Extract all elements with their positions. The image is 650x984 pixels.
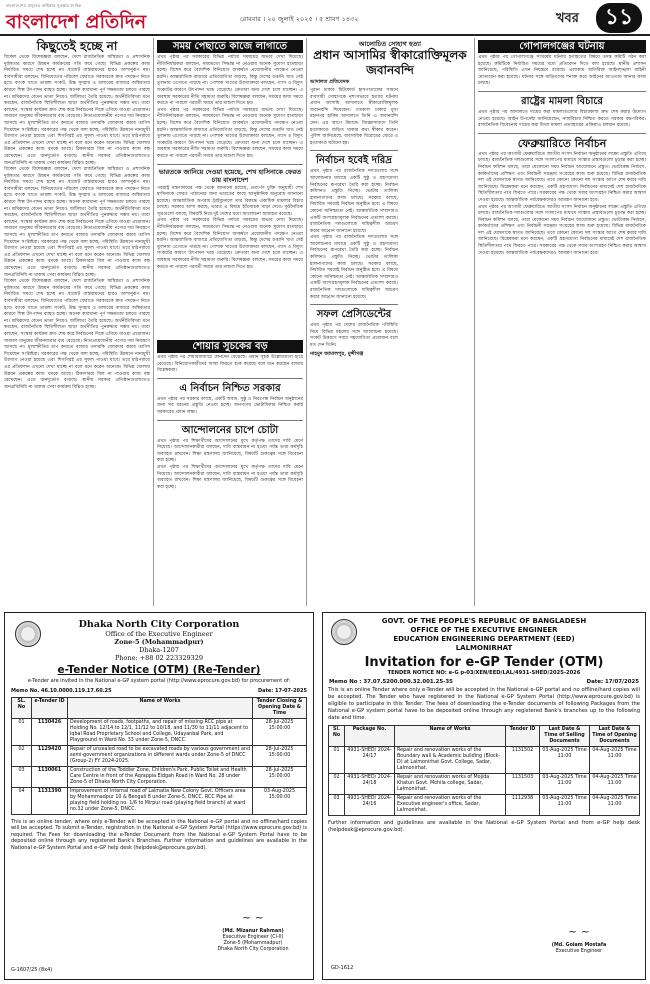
- dncc-tender-table: [11, 697, 307, 815]
- column-rule: [474, 38, 475, 606]
- cell-works: Construction of the Toddler Zone, Children's Park, Public Toilet and Health Care Centre in front of the Aqrappia Eidgah Road in Ward No. 28 under Zone-5 of Dhaka North City Corporation.: [68, 766, 253, 787]
- kicker-sohag: আলোচিত সোহাগ হত্যা: [358, 40, 422, 48]
- signature-scrawl: ~ ~: [568, 925, 590, 938]
- byline-president: নাহমুদ জামালপুর, মুন্সীগঞ্জ: [310, 350, 364, 357]
- page-number-badge: ১১: [596, 3, 642, 33]
- article-body-kichutei-cont: বিকেল থেকে বিশেষজ্ঞরা বলছেন, দেশে রাজনৈতিক অস্থিরতা ও প্রশাসনিক দুর্বলতার কারণে উন্নয়ন কার্যক্রমের গতি কমে গেছে। বিভিন্ন প্রকল্পের কাজ নির্ধারিত সময়ে শেষ হচ্ছে না। বাজেট বাস্তবায়নের হারও আশানুরূপ নয়। ব্যবসায়ীরা বলছেন, বিনিয়োগের পরিবেশ ফেরাতে সরকারকে দ্রুত পদক্ষেপ নিতে হবে। ব্যাংক খাতে তারল্য সংকট, উচ্চ সুদহার ও ডলারের বাজারে অস্থিরতার কারণে শিল্প উৎপাদন ব্যাহত হচ্ছে। অনেক কারখানা পূর্ণ সক্ষমতায় চলতে পারছে না। শ্রমিকদের বেতন ভাতা নিয়েও জটিলতা তৈরি হয়েছে। অর্থনীতিবিদরা মনে করছেন, রাজনৈতিক স্থিতিশীলতা ছাড়া অর্থনীতির পুনরুদ্ধার সম্ভব নয়। তারা বলছেন, সংস্কার কার্যক্রম দ্রুত শেষ করে নির্বাচনের দিকে এগিয়ে যাওয়া প্রয়োজন। সাধারণ মানুষের জীবনযাত্রার ব্যয় বেড়েছে। নিত্যপ্রয়োজনীয় পণ্যের দাম নিয়ন্ত্রণে আসছে না। মূল্যস্ফীতির চাপ কমাতে বাজার তদারকি জোরদার করার তাগিদ দিয়েছেন সংশ্লিষ্টরা। সরকারের পক্ষ থেকে বলা হচ্ছে, পরিস্থিতি উন্নয়নে নানামুখী উদ্যোগ নেওয়া হয়েছে এবং শিগগিরই এর সুফল পাওয়া যাবে। তবে মাঠপর্যায়ে এর প্রতিফলন এখনো দেখা যাচ্ছে না বলে মনে করেন অনেকে। বিভিন্ন জেলায় উন্নয়ন প্রকল্পের কাজ থমকে আছে। ঠিকাদাররা বিল না পাওয়ায় কাজ বন্ধ রেখেছেন। এতে জনদুর্ভোগ বাড়ছে। স্থানীয় সরকার প্রতিষ্ঠানগুলোতেও জনপ্রতিনিধি না থাকায় সেবা কার্যক্রম বিঘ্নিত হচ্ছে।: [4, 167, 150, 278]
- signer-zone: Zone-5 (Mohammadpur): [223, 941, 283, 946]
- signer-title: Executive Engineer: [555, 949, 603, 954]
- cell-sl: 01: [329, 747, 345, 774]
- article-body-hasina-cont: প্রথম পৃষ্ঠার পর সরকারের বিভিন্ন পর্যায়ে সমন্বয়ের অভাব দেখা দিয়েছে। নীতিনির্ধারকরা বলছেন, সময়মতো সিদ্ধান্ত না নেওয়ায় অনেক সুযোগ হাতছাড়া হচ্ছে। বিশেষ করে বৈদেশিক বিনিয়োগ আকর্ষণে প্রয়োজনীয় পদক্ষেপ নেওয়া হয়নি। আন্তর্জাতিক বাজারে প্রতিযোগিতা বাড়ছে, কিন্তু দেশের রপ্তানি খাত সেই তুলনায় এগোতে পারছে না। পোশাক খাতের উদ্যোক্তারা বলছেন, গ্যাস ও বিদ্যুৎ সংকটের কারণে উৎপাদন খরচ বেড়েছে। ক্রেতারা অন্য দেশে চলে যাচ্ছেন। এ অবস্থায় সরকারের নীতি সহায়তা জরুরি। বিশেষজ্ঞরা বলছেন, সময়ের কাজ সময়ে করতে না পারলে পরবর্তী সময়ে তার মাশুল দিতে হয়।: [157, 218, 303, 270]
- article-body-nirbachon: প্রথম পৃষ্ঠার পর রাজনৈতিক দলগুলোর সঙ্গে আলোচনার মাধ্যমে একটি সুষ্ঠু ও গ্রহণযোগ্য নির্বাচনের রূপরেখা তৈরি করা হচ্ছে। নির্বাচন কমিশনও প্রস্তুতি নিচ্ছে। ভোটার তালিকা হালনাগাদের কাজ চলছে। সরকার বলছে, নির্ধারিত সময়েই নির্বাচন অনুষ্ঠিত হবে। এ বিষয়ে কোনো অনিশ্চয়তা নেই। আন্তর্জাতিক সম্প্রদায়ও একটি অংশগ্রহণমূলক নির্বাচনের প্রত্যাশা করছে। রাজনৈতিক দলগুলোকে দায়িত্বশীল আচরণ করার আহ্বান জানানো হয়েছে।: [310, 169, 398, 234]
- article-body-andolon-cont: প্রথম পৃষ্ঠার পর শিক্ষার্থীদের আন্দোলনের মুখে কর্তৃপক্ষ তাদের দাবি মেনে নিয়েছে। আন্দোলনকারীরা বলছেন, দাবি বাস্তবায়ন না হওয়া পর্যন্ত তারা কর্মসূচি অব্যাহত রাখবেন। শিক্ষা মন্ত্রণালয় জানিয়েছে, বিষয়টি গুরুত্বের সঙ্গে বিবেচনা করা হচ্ছে।: [157, 464, 303, 490]
- divider: [157, 378, 303, 379]
- article-body-share: প্রথম পৃষ্ঠার পর শেয়ারবাজারে লেনদেন বেড়েছে। প্রধান সূচক উল্লেখযোগ্য হারে বেড়েছে। বিনিয়োগকারীদের আস্থা ফিরতে শুরু করেছে বলে মনে করছেন বাজার বিশ্লেষকরা।: [157, 355, 303, 374]
- cell-sl: 01: [12, 718, 32, 745]
- tender-notice-dncc: [4, 612, 314, 980]
- col-header-selling: Last Date & Time of Selling Documents: [540, 726, 590, 747]
- cell-tender-id: 1131502: [506, 747, 540, 774]
- dncc-footer-text: This is an online tender, where only e-Tender will be accepted in the National e-GP portal and no offline/hard copies will be accepted. To submit e-Tender, registration in the National e-GP System Portal (https://www.eprocure.gov.bd) is required. The Fees for downloading the e-Tender Document from the National e-GP System Portal have to be deposited online through any registered Bank's Branches. Further information and guidelines are available in the National e-GP System Portal and e-GP help desk (helpdesk@eprocure.gov.bd).: [11, 818, 307, 851]
- article-body-hasina: পররাষ্ট্র মন্ত্রণালয়ের পক্ষ থেকে জানানো হয়েছে, প্রত্যর্পণ চুক্তি অনুযায়ী শেখ হাসিনাকে ফেরত পাঠানোর জন্য ভারতের কাছে আনুষ্ঠানিক অনুরোধ জানানো হয়েছে। আন্তর্জাতিক অপরাধ ট্রাইব্যুনালে তার বিরুদ্ধে একাধিক মামলার বিচার চলছে। সরকার আশা করছে, ভারত এ বিষয়ে ইতিবাচক সাড়া দেবে। কূটনৈতিক সূত্রগুলো বলছে, বিষয়টি নিয়ে দুই দেশের মধ্যে আলোচনা অব্যাহত রয়েছে।: [157, 185, 303, 217]
- table-header-row: [329, 726, 640, 747]
- table-header-row: [12, 697, 307, 718]
- dncc-memo-number: Memo No. 46.10.0000.119.17.60.25: [11, 687, 112, 694]
- cell-tender-id: 1130061: [32, 766, 68, 787]
- cell-opening: 04-Aug-2025 Time 11:00: [590, 774, 640, 795]
- article-body-nirbachon-cont: প্রথম পৃষ্ঠার পর রাজনৈতিক দলগুলোর সঙ্গে আলোচনার মাধ্যমে একটি সুষ্ঠু ও গ্রহণযোগ্য নির্বাচনের রূপরেখা তৈরি করা হচ্ছে। নির্বাচন কমিশনও প্রস্তুতি নিচ্ছে। ভোটার তালিকা হালনাগাদের কাজ চলছে। সরকার বলছে, নির্ধারিত সময়েই নির্বাচন অনুষ্ঠিত হবে। এ বিষয়ে কোনো অনিশ্চয়তা নেই। আন্তর্জাতিক সম্প্রদায়ও একটি অংশগ্রহণমূলক নির্বাচনের প্রত্যাশা করছে। রাজনৈতিক দলগুলোকে দায়িত্বশীল আচরণ করার আহ্বান জানানো হয়েছে।: [310, 235, 398, 300]
- cell-date: 03-Aug-2025 15:00:00: [253, 787, 307, 814]
- divider: [310, 304, 398, 305]
- eed-ref-code: GD-1612: [331, 965, 354, 971]
- dncc-zone: Zone-5 (Mohammadpur): [114, 638, 204, 646]
- headline-president[interactable]: সফল প্রেসিডেন্টের: [316, 309, 392, 321]
- cell-sl: 02: [329, 774, 345, 795]
- dncc-org-name: Dhaka North City Corporation: [78, 619, 240, 630]
- newspaper-name: বাংলাদেশ প্রতিদিন: [6, 11, 147, 33]
- eed-memo-row: [323, 679, 645, 685]
- cell-sl: 02: [12, 745, 32, 766]
- col-header-tender-id: e-Tender ID: [32, 697, 68, 718]
- dncc-phone: Phone: +88 02 223329329: [114, 654, 204, 662]
- news-column-1: [4, 38, 150, 606]
- article-body-nishchit: প্রথম পৃষ্ঠার পর সরকার বলছে, একটি অবাধ, সুষ্ঠু ও নিরপেক্ষ নির্বাচন অনুষ্ঠানের জন্য সব ধরনের প্রস্তুতি নেওয়া হচ্ছে। জনগণের ভোটাধিকার নিশ্চিত করাই সরকারের প্রধান লক্ষ্য।: [157, 396, 303, 415]
- dncc-tender-title: e-Tender Notice (OTM) (Re-Tender): [57, 664, 261, 676]
- cell-date: 28-Jul-2025 15:00:00: [253, 766, 307, 787]
- cell-works: Repair and renovation works of Mojida Khatun Govt. Mohila college, Sadar, Lalmonirhat.: [395, 774, 506, 795]
- table-row: [12, 745, 307, 766]
- table-row: [12, 787, 307, 814]
- cell-date: 28-Jul-2025 15:00:00: [253, 718, 307, 745]
- logo-tagline: বাংলাদেশের মানুষের অধিকার সুরক্ষার দৈনিক: [6, 3, 82, 8]
- cell-date: 28-Jul-2025 15:00:00: [253, 745, 307, 766]
- cell-tender-id: 1112938: [506, 795, 540, 816]
- news-column-4: [478, 38, 646, 606]
- column-rule: [153, 38, 154, 606]
- cell-tender-id: 1129420: [32, 745, 68, 766]
- divider: [157, 164, 303, 165]
- cell-package: 4931-SHED/ 2024-24/18: [345, 774, 395, 795]
- cell-sl: 04: [12, 787, 32, 814]
- divider: [310, 150, 398, 151]
- dncc-office: Office of the Executive Engineer: [105, 630, 213, 638]
- col-header-tender-id: Tender ID: [506, 726, 540, 747]
- newspaper-logo[interactable]: [6, 3, 206, 33]
- col-header-works: Name of Works: [395, 726, 506, 747]
- col-header-sl: SL. No: [12, 697, 32, 718]
- headline-andolon[interactable]: আন্দোলনের চাপে চোটা: [181, 424, 279, 436]
- headline-mamla[interactable]: রাষ্ট্রের মামলা বিচারে: [521, 95, 603, 107]
- headline-somoy[interactable]: সময় পেছাতে কাজে লাগাতে: [157, 40, 303, 53]
- eed-memo-number: Memo No : 37.07.5200.000.32.001.25-35: [329, 679, 453, 685]
- article-body-gopalganj: প্রথম পৃষ্ঠার পর গোপালগঞ্জে সংঘর্ষের ঘটনায় হতাহতের বিষয়ে তদন্ত কমিটি গঠন করা হয়েছে। কমিটিকে নির্ধারিত সময়ের মধ্যে প্রতিবেদন দিতে বলা হয়েছে। স্থানীয় প্রশাসন জানিয়েছে, পরিস্থিতি এখন নিয়ন্ত্রণে রয়েছে। এলাকায় অতিরিক্ত আইনশৃঙ্খলা বাহিনী মোতায়েন করা হয়েছে। ঘটনার সঙ্গে জড়িতদের শনাক্ত করে আইনের আওতায় আনার কাজ চলছে।: [478, 55, 646, 87]
- cell-works: Repair and renovation works of the Executive engineer's office, Sadar, Lalmonirhat.: [395, 795, 506, 816]
- table-row: [329, 774, 640, 795]
- headline-nishchit[interactable]: এ নির্বাচন নিশ্চিত সরকার: [179, 382, 281, 394]
- column-rule: [306, 38, 307, 606]
- divider: [157, 420, 303, 421]
- masthead: [0, 0, 650, 36]
- cell-sl: 03: [329, 795, 345, 816]
- headline-nirbachon[interactable]: নির্বাচন হবেই দরিদ্র: [316, 155, 392, 167]
- eed-place: LALMONIRHAT: [455, 644, 513, 652]
- cell-works: Development of roads, footpaths, and repair of missing RCC pipe at Holding No. 12/14 to 12/1, 11/12 to 10/18, and 11/30 to 11/11 adjacent to Iqbal Road Proprietary School and College, Udayanbal Park, and Playground in Ward No. 33 under Zone-5, DNCC.: [68, 718, 253, 745]
- headline-sohag[interactable]: প্রধান আসামির স্বীকারোক্তিমূলক জবানবন্দি: [313, 48, 467, 77]
- eed-gov-name: GOVT. OF THE PEOPLE'S REPUBLIC OF BANGLADESH: [381, 617, 587, 625]
- dateline: রোববার । ২০ জুলাই ২০২৫ । ৫ শ্রাবণ ১৪৩২: [240, 15, 359, 23]
- article-body-sohag: পুরান ঢাকার মিটফোর্ড হাসপাতালের সামনে ব্যবসায়ী সোহাগকে নৃশংসভাবে হত্যার ঘটনায় প্রধান আসামি আদালতে স্বীকারোক্তিমূলক জবানবন্দি দিয়েছেন। গতকাল ঢাকার মুখ্য মহানগর হাকিম আদালতে তিনি এ জবানবন্দি দেন। এর আগে রিমান্ডে জিজ্ঞাসাবাদে তিনি হত্যাকাণ্ডে জড়িত থাকার কথা স্বীকার করেন। পুলিশ জানিয়েছে, ব্যবসায়িক বিরোধের জেরে এ হত্যাকাণ্ড ঘটানো হয়।: [310, 88, 398, 146]
- article-body-february-cont: প্রথম পৃষ্ঠার পর আগামী ফেব্রুয়ারিতে জাতীয় সংসদ নির্বাচন অনুষ্ঠানের লক্ষ্যে প্রস্তুতি এগিয়ে চলছে। রাজনৈতিক দলগুলোর সঙ্গে সংলাপের মাধ্যমে সংস্কার প্রস্তাবগুলো চূড়ান্ত করা হচ্ছে। নির্বাচন কমিশন বলছে, তারা যেকোনো সময় নির্বাচন আয়োজনে প্রস্তুত। ভোটকেন্দ্র নির্ধারণ, কর্মকর্তাদের প্রশিক্ষণ এবং নির্বাচনী সরঞ্জাম সংগ্রহের কাজ শুরু হয়েছে। বিভিন্ন রাজনৈতিক দল এই ঘোষণাকে স্বাগত জানিয়েছে। তবে কোনো কোনো দল সংস্কার আগে শেষ করার দাবি জানিয়েছে। বিশ্লেষকরা মনে করছেন, একটি গ্রহণযোগ্য নির্বাচনের মাধ্যমেই দেশ রাজনৈতিক স্থিতিশীলতার পথে ফিরতে পারে। সরকারের পক্ষ থেকে সবার অংশগ্রহণ নিশ্চিত করার আশ্বাস দেওয়া হয়েছে। আন্তর্জাতিক পর্যবেক্ষকদেরও আমন্ত্রণ জানানো হবে।: [478, 204, 646, 256]
- eed-office: OFFICE OF THE EXECUTIVE ENGINEER: [410, 626, 558, 634]
- article-body-president: প্রথম পৃষ্ঠার পর দেশের রাজনৈতিক পরিস্থিতি নিয়ে বিভিন্ন মহলের সঙ্গে আলোচনা হয়েছে। সংকট উত্তরণে সবার সহযোগিতা প্রয়োজন বলে মত দেন তিনি।: [310, 323, 398, 348]
- headline-february[interactable]: ফেব্রুয়ারিতে নির্বাচন: [517, 136, 607, 150]
- signature-scrawl: ~ ~: [242, 911, 264, 924]
- article-body-somoy: প্রথম পৃষ্ঠার পর সরকারের বিভিন্ন পর্যায়ে সমন্বয়ের অভাব দেখা দিয়েছে। নীতিনির্ধারকরা বলছেন, সময়মতো সিদ্ধান্ত না নেওয়ায় অনেক সুযোগ হাতছাড়া হচ্ছে। বিশেষ করে বৈদেশিক বিনিয়োগ আকর্ষণে প্রয়োজনীয় পদক্ষেপ নেওয়া হয়নি। আন্তর্জাতিক বাজারে প্রতিযোগিতা বাড়ছে, কিন্তু দেশের রপ্তানি খাত সেই তুলনায় এগোতে পারছে না। পোশাক খাতের উদ্যোক্তারা বলছেন, গ্যাস ও বিদ্যুৎ সংকটের কারণে উৎপাদন খরচ বেড়েছে। ক্রেতারা অন্য দেশে চলে যাচ্ছেন। এ অবস্থায় সরকারের নীতি সহায়তা জরুরি। বিশেষজ্ঞরা বলছেন, সময়ের কাজ সময়ে করতে না পারলে পরবর্তী সময়ে তার মাশুল দিতে হয়।: [157, 55, 303, 107]
- dncc-intro: e-Tender are invited in the National e-GP system portal (http://www.eprocure.gov.bd) for procurement of:: [27, 678, 291, 684]
- cell-selling: 03-Aug-2025 Time 11:00: [540, 747, 590, 774]
- dncc-signature-block: [201, 911, 305, 953]
- byline-sohag: আদালত প্রতিবেদক: [310, 79, 349, 85]
- signer-title: Executive Engineer (Cl-II): [222, 935, 284, 940]
- article-body-kichutei: বিকেল থেকে বিশেষজ্ঞরা বলছেন, দেশে রাজনৈতিক অস্থিরতা ও প্রশাসনিক দুর্বলতার কারণে উন্নয়ন কার্যক্রমের গতি কমে গেছে। বিভিন্ন প্রকল্পের কাজ নির্ধারিত সময়ে শেষ হচ্ছে না। বাজেট বাস্তবায়নের হারও আশানুরূপ নয়। ব্যবসায়ীরা বলছেন, বিনিয়োগের পরিবেশ ফেরাতে সরকারকে দ্রুত পদক্ষেপ নিতে হবে। ব্যাংক খাতে তারল্য সংকট, উচ্চ সুদহার ও ডলারের বাজারে অস্থিরতার কারণে শিল্প উৎপাদন ব্যাহত হচ্ছে। অনেক কারখানা পূর্ণ সক্ষমতায় চলতে পারছে না। শ্রমিকদের বেতন ভাতা নিয়েও জটিলতা তৈরি হয়েছে। অর্থনীতিবিদরা মনে করছেন, রাজনৈতিক স্থিতিশীলতা ছাড়া অর্থনীতির পুনরুদ্ধার সম্ভব নয়। তারা বলছেন, সংস্কার কার্যক্রম দ্রুত শেষ করে নির্বাচনের দিকে এগিয়ে যাওয়া প্রয়োজন। সাধারণ মানুষের জীবনযাত্রার ব্যয় বেড়েছে। নিত্যপ্রয়োজনীয় পণ্যের দাম নিয়ন্ত্রণে আসছে না। মূল্যস্ফীতির চাপ কমাতে বাজার তদারকি জোরদার করার তাগিদ দিয়েছেন সংশ্লিষ্টরা। সরকারের পক্ষ থেকে বলা হচ্ছে, পরিস্থিতি উন্নয়নে নানামুখী উদ্যোগ নেওয়া হয়েছে এবং শিগগিরই এর সুফল পাওয়া যাবে। তবে মাঠপর্যায়ে এর প্রতিফলন এখনো দেখা যাচ্ছে না বলে মনে করেন অনেকে। বিভিন্ন জেলায় উন্নয়ন প্রকল্পের কাজ থমকে আছে। ঠিকাদাররা বিল না পাওয়ায় কাজ বন্ধ রেখেছেন। এতে জনদুর্ভোগ বাড়ছে। স্থানীয় সরকার প্রতিষ্ঠানগুলোতেও জনপ্রতিনিধি না থাকায় সেবা কার্যক্রম বিঘ্নিত হচ্ছে।: [4, 55, 150, 166]
- dncc-memo-date: Date: 17-07-2025: [257, 687, 307, 694]
- divider: [478, 91, 646, 92]
- news-column-3: [310, 38, 470, 606]
- cell-package: 4931-SHED/ 2024-24/16: [345, 795, 395, 816]
- col-header-works: Name of Works: [68, 697, 253, 718]
- cell-selling: 03-Aug-2025 Time 11:00: [540, 774, 590, 795]
- article-body-february: প্রথম পৃষ্ঠার পর আগামী ফেব্রুয়ারিতে জাতীয় সংসদ নির্বাচন অনুষ্ঠানের লক্ষ্যে প্রস্তুতি এগিয়ে চলছে। রাজনৈতিক দলগুলোর সঙ্গে সংলাপের মাধ্যমে সংস্কার প্রস্তাবগুলো চূড়ান্ত করা হচ্ছে। নির্বাচন কমিশন বলছে, তারা যেকোনো সময় নির্বাচন আয়োজনে প্রস্তুত। ভোটকেন্দ্র নির্ধারণ, কর্মকর্তাদের প্রশিক্ষণ এবং নির্বাচনী সরঞ্জাম সংগ্রহের কাজ শুরু হয়েছে। বিভিন্ন রাজনৈতিক দল এই ঘোষণাকে স্বাগত জানিয়েছে। তবে কোনো কোনো দল সংস্কার আগে শেষ করার দাবি জানিয়েছে। বিশ্লেষকরা মনে করছেন, একটি গ্রহণযোগ্য নির্বাচনের মাধ্যমেই দেশ রাজনৈতিক স্থিতিশীলতার পথে ফিরতে পারে। সরকারের পক্ষ থেকে সবার অংশগ্রহণ নিশ্চিত করার আশ্বাস দেওয়া হয়েছে। আন্তর্জাতিক পর্যবেক্ষকদেরও আমন্ত্রণ জানানো হবে।: [478, 151, 646, 203]
- table-row: [329, 795, 640, 816]
- news-middle-strip: [157, 338, 303, 606]
- signer-name: (Md. Mizanur Rahman): [222, 929, 284, 934]
- cell-works: Repair and renovation works of the Boundary wall & Academic building (Block-D) at Lalmonirhat Govt. College, Sadar, Lalmonirhat.: [395, 747, 506, 774]
- dncc-emblem-icon: [15, 621, 41, 647]
- cell-works: Repair of unsealed road to be excavated roads by various government and semi-government organizations in different wards under Zone-5 of DNCC (Group-2) FY 2024-2025.: [68, 745, 253, 766]
- table-row: [12, 718, 307, 745]
- dncc-memo-row: [5, 688, 313, 694]
- signer-org: Dhaka North City Corporation: [217, 947, 289, 952]
- col-header-opening: Last Date & Time of Opening Documents: [590, 726, 640, 747]
- cell-sl: 03: [12, 766, 32, 787]
- headline-gopalganj[interactable]: গোপালগঞ্জের ঘটনায়: [478, 40, 646, 53]
- signer-name: (Md. Golam Mostafa: [551, 943, 607, 948]
- cell-tender-id: 1131390: [32, 787, 68, 814]
- cell-package: 4931-SHED/ 2024-24/17: [345, 747, 395, 774]
- eed-dept: EDUCATION ENGINEERING DEPARTMENT (EED): [393, 635, 575, 643]
- cell-tender-id: 1130426: [32, 718, 68, 745]
- cell-selling: 03-Aug-2025 Time 11:00: [540, 795, 590, 816]
- eed-tender-table: [328, 725, 640, 816]
- col-header-package: Package No.: [345, 726, 395, 747]
- table-row: [329, 747, 640, 774]
- eed-signature-block: [519, 925, 639, 955]
- cell-opening: 04-Aug-2025 Time 11:00: [590, 795, 640, 816]
- article-body-kichutei-cont2: বিকেল থেকে বিশেষজ্ঞরা বলছেন, দেশে রাজনৈতিক অস্থিরতা ও প্রশাসনিক দুর্বলতার কারণে উন্নয়ন কার্যক্রমের গতি কমে গেছে। বিভিন্ন প্রকল্পের কাজ নির্ধারিত সময়ে শেষ হচ্ছে না। বাজেট বাস্তবায়নের হারও আশানুরূপ নয়। ব্যবসায়ীরা বলছেন, বিনিয়োগের পরিবেশ ফেরাতে সরকারকে দ্রুত পদক্ষেপ নিতে হবে। ব্যাংক খাতে তারল্য সংকট, উচ্চ সুদহার ও ডলারের বাজারে অস্থিরতার কারণে শিল্প উৎপাদন ব্যাহত হচ্ছে। অনেক কারখানা পূর্ণ সক্ষমতায় চলতে পারছে না। শ্রমিকদের বেতন ভাতা নিয়েও জটিলতা তৈরি হয়েছে। অর্থনীতিবিদরা মনে করছেন, রাজনৈতিক স্থিতিশীলতা ছাড়া অর্থনীতির পুনরুদ্ধার সম্ভব নয়। তারা বলছেন, সংস্কার কার্যক্রম দ্রুত শেষ করে নির্বাচনের দিকে এগিয়ে যাওয়া প্রয়োজন। সাধারণ মানুষের জীবনযাত্রার ব্যয় বেড়েছে। নিত্যপ্রয়োজনীয় পণ্যের দাম নিয়ন্ত্রণে আসছে না। মূল্যস্ফীতির চাপ কমাতে বাজার তদারকি জোরদার করার তাগিদ দিয়েছেন সংশ্লিষ্টরা। সরকারের পক্ষ থেকে বলা হচ্ছে, পরিস্থিতি উন্নয়নে নানামুখী উদ্যোগ নেওয়া হয়েছে এবং শিগগিরই এর সুফল পাওয়া যাবে। তবে মাঠপর্যায়ে এর প্রতিফলন এখনো দেখা যাচ্ছে না বলে মনে করেন অনেকে। বিভিন্ন জেলায় উন্নয়ন প্রকল্পের কাজ থমকে আছে। ঠিকাদাররা বিল না পাওয়ায় কাজ বন্ধ রেখেছেন। এতে জনদুর্ভোগ বাড়ছে। স্থানীয় সরকার প্রতিষ্ঠানগুলোতেও জনপ্রতিনিধি না থাকায় সেবা কার্যক্রম বিঘ্নিত হচ্ছে।: [4, 279, 150, 390]
- table-row: [12, 766, 307, 787]
- col-header-sl: Sl. No: [329, 726, 345, 747]
- news-area: [0, 38, 650, 606]
- tender-notice-eed: [322, 612, 646, 980]
- cell-tender-id: 1131503: [506, 774, 540, 795]
- eed-footer-text: Further information and guidelines are available in the National e-GP System Portal and from e-GP help desk (helpdesk@eprocure.gov.bd).: [328, 820, 640, 833]
- headline-share[interactable]: শোয়ার সুচকের বড়: [157, 340, 303, 353]
- dncc-ref-code: G-1607/25 (8x4): [11, 967, 53, 973]
- article-body-andolon: প্রথম পৃষ্ঠার পর শিক্ষার্থীদের আন্দোলনের মুখে কর্তৃপক্ষ তাদের দাবি মেনে নিয়েছে। আন্দোলনকারীরা বলছেন, দাবি বাস্তবায়ন না হওয়া পর্যন্ত তারা কর্মসূচি অব্যাহত রাখবেন। শিক্ষা মন্ত্রণালয় জানিয়েছে, বিষয়টি গুরুত্বের সঙ্গে বিবেচনা করা হচ্ছে।: [157, 438, 303, 464]
- article-body-mamla: প্রথম পৃষ্ঠার পর আদালতে দায়ের করা মামলাগুলোর বিচারকাজ দ্রুত শেষ করার উদ্যোগ নেওয়া হয়েছে। আইন উপদেষ্টা জানিয়েছেন, ন্যায়বিচার নিশ্চিত করতে সরকার বদ্ধপরিকর। রাজনৈতিক বিবেচনায় দায়ের করা মিথ্যা মামলা প্রত্যাহারের প্রক্রিয়াও চলমান রয়েছে।: [478, 109, 646, 129]
- headline-kichutei[interactable]: কিছুতেই হচ্ছে না: [36, 39, 118, 53]
- dncc-city: Dhaka-1207: [139, 646, 179, 654]
- article-body-somoy-cont: প্রথম পৃষ্ঠার পর সরকারের বিভিন্ন পর্যায়ে সমন্বয়ের অভাব দেখা দিয়েছে। নীতিনির্ধারকরা বলছেন, সময়মতো সিদ্ধান্ত না নেওয়ায় অনেক সুযোগ হাতছাড়া হচ্ছে। বিশেষ করে বৈদেশিক বিনিয়োগ আকর্ষণে প্রয়োজনীয় পদক্ষেপ নেওয়া হয়নি। আন্তর্জাতিক বাজারে প্রতিযোগিতা বাড়ছে, কিন্তু দেশের রপ্তানি খাত সেই তুলনায় এগোতে পারছে না। পোশাক খাতের উদ্যোক্তারা বলছেন, গ্যাস ও বিদ্যুৎ সংকটের কারণে উৎপাদন খরচ বেড়েছে। ক্রেতারা অন্য দেশে চলে যাচ্ছেন। এ অবস্থায় সরকারের নীতি সহায়তা জরুরি। বিশেষজ্ঞরা বলছেন, সময়ের কাজ সময়ে করতে না পারলে পরবর্তী সময়ে তার মাশুল দিতে হয়।: [157, 107, 303, 159]
- divider: [478, 133, 646, 134]
- headline-hasina[interactable]: ভারতকে জানিয়ে দেওয়া হয়েছে, শেখ হাসিনাকে ফেরত চায় বাংলাদেশ: [158, 167, 302, 184]
- cell-works: Improvement of internal road of Lalmatia New Colony Govt. Officers area by Mohammadpur 10 & Bengali 8 under Zone-5, DNCC. RCC Pipe at playing field holding no. 1/6 to Mirpur road (playing field branch) at ward no.32 under Zone-5, DNCC.: [68, 787, 253, 814]
- cell-opening: 04-Aug-2025 Time 11:00: [590, 747, 640, 774]
- col-header-date: Tender Closing & Opening Date & Time: [253, 697, 307, 718]
- eed-tender-notice-no: TENDER NOTICE NO: e-G p-03/XEN/EED/LAL/4931-SHED/2025-2026: [387, 670, 581, 676]
- eed-tender-title: Invitation for e-GP Tender (OTM): [364, 655, 604, 670]
- govt-emblem-icon: [331, 619, 357, 645]
- eed-memo-date: Date: 17/07/2025: [586, 679, 639, 685]
- eed-intro: This is an online Tender where only e-Tender will be accepted in the National e-GP portal and no offline/hard copies will be accepted. The Tender who have registered in the National e-GP System Portal (http://www.eprocure.gov.bd) is eligible to participate in this Tender. The fees of downloading the e-Tender documents of following Packages from the National e-GP system portal have to be deposited online through any registered Bank's branches up to the following date and time.: [328, 687, 640, 721]
- section-name: খবর: [556, 11, 579, 26]
